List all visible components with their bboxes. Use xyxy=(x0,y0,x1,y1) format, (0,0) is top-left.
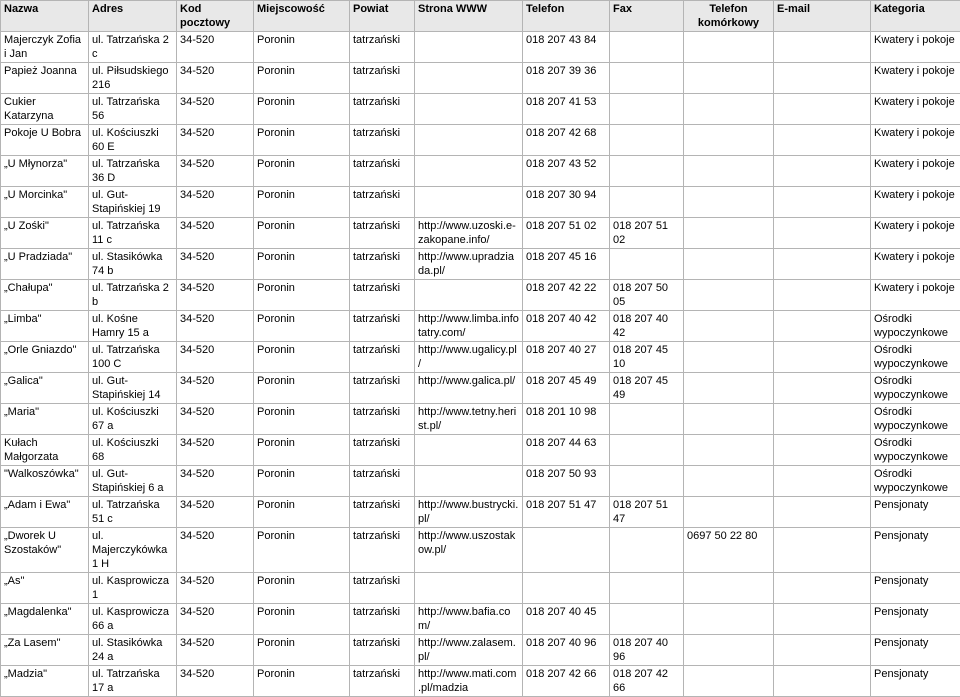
cell-name: „Maria" xyxy=(1,404,89,435)
cell-category: Pensjonaty xyxy=(871,497,960,528)
cell-city: Poronin xyxy=(254,604,350,635)
cell-category: Pensjonaty xyxy=(871,573,960,604)
table-row xyxy=(1,311,960,342)
cell-address: ul. Tatrzańska 51 c xyxy=(89,497,177,528)
cell-phone xyxy=(523,573,610,604)
cell-postal-code: 34-520 xyxy=(177,497,254,528)
cell-address: ul. Kasprowicza 1 xyxy=(89,573,177,604)
cell-postal-code: 34-520 xyxy=(177,94,254,125)
cell-county: tatrzański xyxy=(350,573,415,604)
cell-email xyxy=(774,125,871,156)
cell-category: Kwatery i pokoje xyxy=(871,94,960,125)
cell-name: „U Morcinka" xyxy=(1,187,89,218)
table-row xyxy=(1,404,960,435)
cell-phone: 018 207 43 84 xyxy=(523,32,610,63)
cell-email xyxy=(774,573,871,604)
cell-fax xyxy=(610,435,684,466)
cell-website xyxy=(415,125,523,156)
header-cell: Strona WWW xyxy=(415,1,523,32)
cell-name: „Adam i Ewa" xyxy=(1,497,89,528)
cell-email xyxy=(774,342,871,373)
table-row xyxy=(1,635,960,666)
cell-email xyxy=(774,635,871,666)
cell-mobile xyxy=(684,497,774,528)
cell-name: „Orle Gniazdo" xyxy=(1,342,89,373)
cell-postal-code: 34-520 xyxy=(177,125,254,156)
cell-name: „Limba" xyxy=(1,311,89,342)
cell-email xyxy=(774,63,871,94)
cell-website[interactable]: http://www.uszostakow.pl/ xyxy=(415,528,523,573)
cell-fax xyxy=(610,466,684,497)
cell-phone: 018 207 40 42 xyxy=(523,311,610,342)
cell-address: ul. Kościuszki 60 E xyxy=(89,125,177,156)
cell-phone: 018 207 50 93 xyxy=(523,466,610,497)
cell-city: Poronin xyxy=(254,249,350,280)
cell-address: ul. Tatrzańska 17 a xyxy=(89,666,177,697)
cell-postal-code: 34-520 xyxy=(177,311,254,342)
cell-city: Poronin xyxy=(254,94,350,125)
cell-category: Kwatery i pokoje xyxy=(871,280,960,311)
table-row xyxy=(1,187,960,218)
table-row xyxy=(1,249,960,280)
cell-category: Ośrodki wypoczynkowe xyxy=(871,311,960,342)
cell-category: Pensjonaty xyxy=(871,635,960,666)
cell-website[interactable]: http://www.uzoski.e-zakopane.info/ xyxy=(415,218,523,249)
cell-category: Ośrodki wypoczynkowe xyxy=(871,466,960,497)
cell-name: „Dworek U Szostaków" xyxy=(1,528,89,573)
cell-city: Poronin xyxy=(254,63,350,94)
table-row xyxy=(1,435,960,466)
cell-website[interactable]: http://www.ugalicy.pl/ xyxy=(415,342,523,373)
cell-city: Poronin xyxy=(254,635,350,666)
cell-county: tatrzański xyxy=(350,311,415,342)
cell-county: tatrzański xyxy=(350,604,415,635)
cell-name: „U Młynorza" xyxy=(1,156,89,187)
header-cell: Kod pocztowy xyxy=(177,1,254,32)
cell-email xyxy=(774,311,871,342)
cell-email xyxy=(774,280,871,311)
cell-postal-code: 34-520 xyxy=(177,218,254,249)
table-row xyxy=(1,528,960,573)
table-row xyxy=(1,373,960,404)
cell-email xyxy=(774,435,871,466)
header-cell: Adres xyxy=(89,1,177,32)
cell-postal-code: 34-520 xyxy=(177,156,254,187)
cell-mobile xyxy=(684,187,774,218)
cell-category: Kwatery i pokoje xyxy=(871,156,960,187)
cell-postal-code: 34-520 xyxy=(177,280,254,311)
cell-name: „U Pradziada" xyxy=(1,249,89,280)
cell-website[interactable]: http://www.limba.infotatry.com/ xyxy=(415,311,523,342)
cell-phone: 018 207 43 52 xyxy=(523,156,610,187)
cell-fax xyxy=(610,528,684,573)
cell-mobile xyxy=(684,666,774,697)
cell-mobile xyxy=(684,435,774,466)
cell-mobile: 0697 50 22 80 xyxy=(684,528,774,573)
cell-address: ul. Tatrzańska 56 xyxy=(89,94,177,125)
table-row xyxy=(1,63,960,94)
cell-city: Poronin xyxy=(254,187,350,218)
cell-mobile xyxy=(684,249,774,280)
cell-city: Poronin xyxy=(254,528,350,573)
cell-phone: 018 207 30 94 xyxy=(523,187,610,218)
cell-mobile xyxy=(684,280,774,311)
cell-website[interactable]: http://www.galica.pl/ xyxy=(415,373,523,404)
cell-website[interactable]: http://www.mati.com.pl/madzia xyxy=(415,666,523,697)
cell-county: tatrzański xyxy=(350,435,415,466)
cell-address: ul. Gut-Stapińskiej 14 xyxy=(89,373,177,404)
cell-address: ul. Stasikówka 24 a xyxy=(89,635,177,666)
header-cell: Kategoria xyxy=(871,1,960,32)
cell-name: Majerczyk Zofia i Jan xyxy=(1,32,89,63)
header-row xyxy=(1,1,960,32)
cell-address: ul. Tatrzańska 36 D xyxy=(89,156,177,187)
cell-county: tatrzański xyxy=(350,63,415,94)
cell-website xyxy=(415,63,523,94)
table-row xyxy=(1,94,960,125)
table-row xyxy=(1,604,960,635)
cell-phone: 018 207 39 36 xyxy=(523,63,610,94)
cell-email xyxy=(774,466,871,497)
cell-mobile xyxy=(684,125,774,156)
cell-county: tatrzański xyxy=(350,497,415,528)
cell-postal-code: 34-520 xyxy=(177,573,254,604)
cell-address: ul. Gut-Stapińskiej 6 a xyxy=(89,466,177,497)
cell-category: Pensjonaty xyxy=(871,666,960,697)
cell-postal-code: 34-520 xyxy=(177,187,254,218)
cell-county: tatrzański xyxy=(350,156,415,187)
cell-fax xyxy=(610,404,684,435)
cell-address: ul. Tatrzańska 11 c xyxy=(89,218,177,249)
cell-fax: 018 207 51 02 xyxy=(610,218,684,249)
cell-phone: 018 207 45 16 xyxy=(523,249,610,280)
cell-email xyxy=(774,373,871,404)
cell-website xyxy=(415,32,523,63)
cell-fax xyxy=(610,156,684,187)
cell-address: ul. Kościuszki 68 xyxy=(89,435,177,466)
cell-phone: 018 207 51 47 xyxy=(523,497,610,528)
cell-category: Pensjonaty xyxy=(871,528,960,573)
table-body xyxy=(1,32,960,697)
cell-county: tatrzański xyxy=(350,187,415,218)
cell-postal-code: 34-520 xyxy=(177,404,254,435)
table-row xyxy=(1,125,960,156)
cell-postal-code: 34-520 xyxy=(177,666,254,697)
cell-name: Kułach Małgorzata xyxy=(1,435,89,466)
table-row xyxy=(1,218,960,249)
cell-email xyxy=(774,666,871,697)
cell-city: Poronin xyxy=(254,666,350,697)
cell-mobile xyxy=(684,218,774,249)
cell-mobile xyxy=(684,373,774,404)
cell-address: ul. Tatrzańska 2 c xyxy=(89,32,177,63)
cell-city: Poronin xyxy=(254,573,350,604)
cell-fax xyxy=(610,63,684,94)
cell-email xyxy=(774,32,871,63)
cell-name: Pokoje U Bobra xyxy=(1,125,89,156)
cell-mobile xyxy=(684,404,774,435)
cell-city: Poronin xyxy=(254,373,350,404)
cell-category: Pensjonaty xyxy=(871,604,960,635)
cell-county: tatrzański xyxy=(350,218,415,249)
cell-fax: 018 207 51 47 xyxy=(610,497,684,528)
cell-city: Poronin xyxy=(254,342,350,373)
cell-phone: 018 207 51 02 xyxy=(523,218,610,249)
cell-email xyxy=(774,218,871,249)
cell-category: Ośrodki wypoczynkowe xyxy=(871,373,960,404)
cell-name: Cukier Katarzyna xyxy=(1,94,89,125)
cell-name: „Chałupa" xyxy=(1,280,89,311)
cell-name: „As" xyxy=(1,573,89,604)
cell-phone: 018 207 44 63 xyxy=(523,435,610,466)
cell-website[interactable]: http://www.tetny.herist.pl/ xyxy=(415,404,523,435)
cell-county: tatrzański xyxy=(350,635,415,666)
cell-fax: 018 207 40 96 xyxy=(610,635,684,666)
cell-fax xyxy=(610,32,684,63)
cell-county: tatrzański xyxy=(350,125,415,156)
cell-email xyxy=(774,94,871,125)
cell-city: Poronin xyxy=(254,311,350,342)
cell-postal-code: 34-520 xyxy=(177,373,254,404)
cell-county: tatrzański xyxy=(350,94,415,125)
cell-phone: 018 207 42 68 xyxy=(523,125,610,156)
cell-website[interactable]: http://www.bafia.com/ xyxy=(415,604,523,635)
table-row xyxy=(1,466,960,497)
cell-mobile xyxy=(684,63,774,94)
cell-email xyxy=(774,249,871,280)
cell-name: „U Zośki" xyxy=(1,218,89,249)
cell-phone: 018 207 41 53 xyxy=(523,94,610,125)
header-cell: Telefon komórkowy xyxy=(684,1,774,32)
cell-city: Poronin xyxy=(254,32,350,63)
cell-email xyxy=(774,156,871,187)
cell-mobile xyxy=(684,604,774,635)
table-row xyxy=(1,573,960,604)
table-row xyxy=(1,32,960,63)
cell-city: Poronin xyxy=(254,435,350,466)
cell-address: ul. Tatrzańska 100 C xyxy=(89,342,177,373)
cell-fax xyxy=(610,573,684,604)
cell-postal-code: 34-520 xyxy=(177,528,254,573)
cell-website xyxy=(415,187,523,218)
cell-fax: 018 207 50 05 xyxy=(610,280,684,311)
cell-website xyxy=(415,573,523,604)
cell-postal-code: 34-520 xyxy=(177,32,254,63)
cell-mobile xyxy=(684,573,774,604)
cell-name: „Za Lasem" xyxy=(1,635,89,666)
cell-category: Ośrodki wypoczynkowe xyxy=(871,342,960,373)
cell-category: Kwatery i pokoje xyxy=(871,249,960,280)
table-row xyxy=(1,497,960,528)
cell-address: ul. Tatrzańska 2 b xyxy=(89,280,177,311)
cell-email xyxy=(774,187,871,218)
cell-address: ul. Gut-Stapińskiej 19 xyxy=(89,187,177,218)
header-cell: Nazwa xyxy=(1,1,89,32)
cell-mobile xyxy=(684,32,774,63)
cell-email xyxy=(774,604,871,635)
cell-name: „Magdalenka" xyxy=(1,604,89,635)
cell-mobile xyxy=(684,311,774,342)
header-cell: Telefon xyxy=(523,1,610,32)
cell-fax: 018 207 40 42 xyxy=(610,311,684,342)
cell-postal-code: 34-520 xyxy=(177,466,254,497)
cell-fax: 018 207 42 66 xyxy=(610,666,684,697)
header-cell: Fax xyxy=(610,1,684,32)
cell-county: tatrzański xyxy=(350,404,415,435)
cell-address: ul. Kasprowicza 66 a xyxy=(89,604,177,635)
cell-county: tatrzański xyxy=(350,466,415,497)
cell-city: Poronin xyxy=(254,218,350,249)
cell-website[interactable]: http://www.upradziada.pl/ xyxy=(415,249,523,280)
cell-county: tatrzański xyxy=(350,528,415,573)
cell-name: „Galica" xyxy=(1,373,89,404)
cell-city: Poronin xyxy=(254,497,350,528)
cell-phone: 018 207 42 22 xyxy=(523,280,610,311)
cell-website xyxy=(415,466,523,497)
cell-phone: 018 207 40 96 xyxy=(523,635,610,666)
cell-phone: 018 207 45 49 xyxy=(523,373,610,404)
cell-category: Kwatery i pokoje xyxy=(871,218,960,249)
cell-address: ul. Stasikówka 74 b xyxy=(89,249,177,280)
cell-postal-code: 34-520 xyxy=(177,63,254,94)
header-cell: E-mail xyxy=(774,1,871,32)
cell-postal-code: 34-520 xyxy=(177,249,254,280)
cell-phone: 018 207 40 27 xyxy=(523,342,610,373)
cell-name: Papież Joanna xyxy=(1,63,89,94)
cell-fax xyxy=(610,604,684,635)
header-cell: Miejscowość xyxy=(254,1,350,32)
cell-website xyxy=(415,156,523,187)
table-row xyxy=(1,280,960,311)
cell-fax: 018 207 45 10 xyxy=(610,342,684,373)
cell-postal-code: 34-520 xyxy=(177,635,254,666)
cell-address: ul. Kościuszki 67 a xyxy=(89,404,177,435)
cell-fax xyxy=(610,187,684,218)
cell-city: Poronin xyxy=(254,125,350,156)
cell-county: tatrzański xyxy=(350,32,415,63)
cell-fax: 018 207 45 49 xyxy=(610,373,684,404)
cell-county: tatrzański xyxy=(350,342,415,373)
cell-fax xyxy=(610,249,684,280)
cell-website xyxy=(415,94,523,125)
cell-fax xyxy=(610,125,684,156)
cell-email xyxy=(774,497,871,528)
cell-mobile xyxy=(684,156,774,187)
cell-website xyxy=(415,280,523,311)
cell-email xyxy=(774,528,871,573)
cell-website[interactable]: http://www.zalasem.pl/ xyxy=(415,635,523,666)
cell-postal-code: 34-520 xyxy=(177,435,254,466)
cell-address: ul. Piłsudskiego 216 xyxy=(89,63,177,94)
table-row xyxy=(1,156,960,187)
header-cell: Powiat xyxy=(350,1,415,32)
cell-phone: 018 207 42 66 xyxy=(523,666,610,697)
cell-county: tatrzański xyxy=(350,373,415,404)
table-row xyxy=(1,666,960,697)
cell-county: tatrzański xyxy=(350,666,415,697)
cell-address: ul. Majerczykówka 1 H xyxy=(89,528,177,573)
cell-category: Kwatery i pokoje xyxy=(871,125,960,156)
cell-address: ul. Kośne Hamry 15 a xyxy=(89,311,177,342)
cell-category: Kwatery i pokoje xyxy=(871,63,960,94)
cell-mobile xyxy=(684,342,774,373)
cell-city: Poronin xyxy=(254,404,350,435)
cell-city: Poronin xyxy=(254,280,350,311)
cell-name: "Walkoszówka" xyxy=(1,466,89,497)
cell-phone: 018 207 40 45 xyxy=(523,604,610,635)
cell-postal-code: 34-520 xyxy=(177,604,254,635)
cell-category: Ośrodki wypoczynkowe xyxy=(871,435,960,466)
cell-email xyxy=(774,404,871,435)
cell-name: „Madzia" xyxy=(1,666,89,697)
cell-category: Ośrodki wypoczynkowe xyxy=(871,404,960,435)
cell-city: Poronin xyxy=(254,466,350,497)
cell-city: Poronin xyxy=(254,156,350,187)
cell-category: Kwatery i pokoje xyxy=(871,187,960,218)
cell-postal-code: 34-520 xyxy=(177,342,254,373)
cell-county: tatrzański xyxy=(350,249,415,280)
cell-category: Kwatery i pokoje xyxy=(871,32,960,63)
cell-county: tatrzański xyxy=(350,280,415,311)
table-row xyxy=(1,342,960,373)
cell-mobile xyxy=(684,635,774,666)
cell-phone xyxy=(523,528,610,573)
cell-fax xyxy=(610,94,684,125)
cell-mobile xyxy=(684,466,774,497)
cell-phone: 018 201 10 98 xyxy=(523,404,610,435)
cell-mobile xyxy=(684,94,774,125)
cell-website xyxy=(415,435,523,466)
cell-website[interactable]: http://www.bustrycki.pl/ xyxy=(415,497,523,528)
